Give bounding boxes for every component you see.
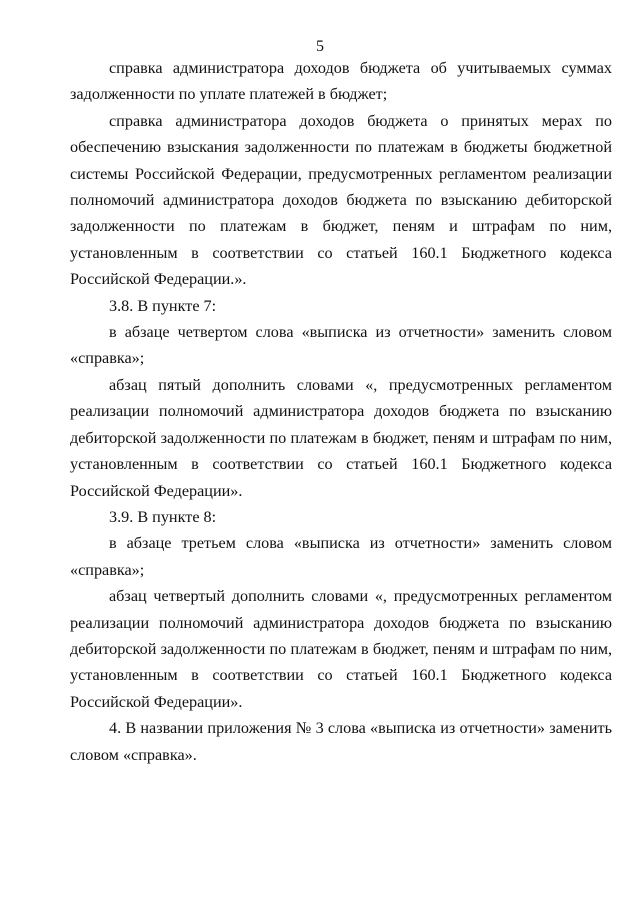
paragraph-item-7-fifth-subparagraph: абзац пятый дополнить словами «, предусмотренных регламентом реализации полномочий администратора доходов бюджета по взысканию дебиторской задолженности по платежам в бюджет, пеням и штрафам по ним, установленным в соответствии со статьей 160.1 Бюджетного кодекса Российской Федерации». [70, 375, 612, 500]
paragraph-item-8-third-subparagraph: в абзаце третьем слова «выписка из отчетности» заменить словом «справка»; [70, 534, 612, 579]
paragraph-item-3-8-heading: 3.8. В пункте 7: [109, 296, 217, 315]
paragraph-item-4-appendix-3: 4. В названии приложения № 3 слова «выписка из отчетности» заменить словом «справка». [70, 719, 612, 764]
paragraph-item-7-fourth-subparagraph: в абзаце четвертом слова «выписка из отчетности» заменить словом «справка»; [70, 323, 612, 368]
document-body [70, 55, 612, 768]
paragraph-budget-debt-certificate: справка администратора доходов бюджета об учитываемых суммах задолженности по уплате платежей в бюджет; [70, 59, 612, 104]
paragraph-item-3-9-heading: 3.9. В пункте 8: [109, 507, 217, 526]
paragraph-item-8-fourth-subparagraph: абзац четвертый дополнить словами «, предусмотренных регламентом реализации полномочий администратора доходов бюджета по взысканию дебиторской задолженности по платежам в бюджет, пеням и штрафам по ним, установленным в соответствии со статьей 160.1 Бюджетного кодекса Российской Федерации». [70, 587, 612, 711]
page-number: 5 [316, 38, 324, 55]
paragraph-collection-measures-certificate: справка администратора доходов бюджета о принятых мерах по обеспечению взыскания задолженности по платежам в бюджеты бюджетной системы Российской Федерации, предусмотренных регламентом реализации полномочий администратора доходов бюджета по взысканию дебиторской задолженности по платежам в бюджет, пеням и штрафам по ним, установленным в соответствии со статьей 160.1 Бюджетного кодекса Российской Федерации.». [70, 111, 612, 289]
